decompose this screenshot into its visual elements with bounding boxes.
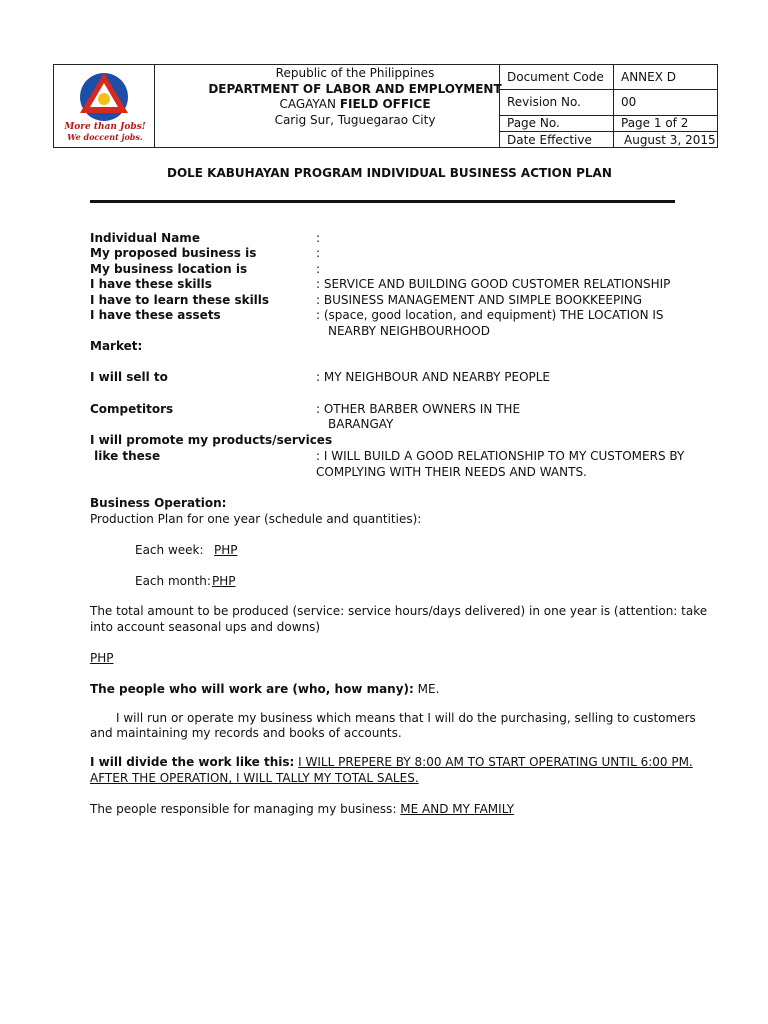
field-value-competitors-cont: BARANGAY (328, 417, 394, 431)
date-effective-label: Date Effective (507, 133, 592, 147)
people-value: ME. (413, 682, 440, 696)
total-amount-line1: The total amount to be produced (service: service hours/days delivered) in one year is (attention: take (90, 604, 708, 618)
page-no-label: Page No. (507, 116, 560, 130)
operation-heading: Business Operation: (90, 496, 227, 510)
each-week-value: PHP (214, 543, 238, 557)
field-label-promote-cont: like these (90, 449, 161, 463)
divide-label: I will divide the work like this: (90, 755, 295, 769)
header-department: DEPARTMENT OF LABOR AND EMPLOYMENT (208, 82, 502, 96)
field-value-sell-to: : MY NEIGHBOUR AND NEARBY PEOPLE (316, 370, 551, 384)
doc-code-label: Document Code (507, 70, 604, 84)
total-amount-line2: into account seasonal ups and downs) (90, 620, 321, 634)
dole-logo (60, 67, 150, 147)
page-title: DOLE KABUHAYAN PROGRAM INDIVIDUAL BUSINESS ACTION PLAN (167, 166, 612, 180)
field-label-skills: I have these skills (90, 277, 212, 291)
field-label-learn: I have to learn these skills (90, 293, 270, 307)
field-value-location: : (316, 262, 321, 276)
divide-value2: AFTER THE OPERATION, I WILL TALLY MY TOTAL SALES. (90, 771, 419, 785)
date-effective-value: August 3, 2015 (624, 133, 716, 147)
each-month-label: Each month: (135, 574, 211, 588)
field-label-name: Individual Name (90, 231, 200, 245)
people-line (90, 682, 439, 696)
logo-slogan-1: More than Jobs! (64, 122, 146, 132)
title-divider (90, 200, 675, 203)
field-value-skills: : SERVICE AND BUILDING GOOD CUSTOMER RELATIONSHIP (316, 277, 671, 291)
field-label-location: My business location is (90, 262, 248, 276)
doc-code-value: ANNEX D (621, 70, 677, 84)
run-line1: I will run or operate my business which means that I will do the purchasing, selling to customers (116, 711, 696, 725)
field-value-learn: : BUSINESS MANAGEMENT AND SIMPLE BOOKKEEPING (316, 293, 643, 307)
each-month-value: PHP (212, 574, 236, 588)
managing-value: ME AND MY FAMILY (400, 802, 515, 816)
production-plan-text: Production Plan for one year (schedule and quantities): (90, 512, 422, 526)
header-address: Carig Sur, Tuguegarao City (274, 113, 436, 127)
header-field-office (207, 97, 503, 113)
revision-label: Revision No. (507, 95, 581, 109)
divide-value1: I WILL PREPERE BY 8:00 AM TO START OPERATING UNTIL 6:00 PM. (298, 755, 693, 769)
header-field-office-bold: FIELD OFFICE (339, 97, 431, 111)
managing-label: The people responsible for managing my business: (90, 802, 401, 816)
logo-slogan-2: We doccent jobs. (67, 132, 143, 142)
field-label-business: My proposed business is (90, 246, 257, 260)
field-value-promote: : I WILL BUILD A GOOD RELATIONSHIP TO MY CUSTOMERS BY (316, 449, 685, 463)
each-week-label: Each week: (135, 543, 204, 557)
field-value-name: : (316, 231, 321, 245)
managing-line (90, 802, 514, 816)
field-value-promote-cont: COMPLYING WITH THEIR NEEDS AND WANTS. (316, 465, 587, 479)
revision-value: 00 (621, 95, 637, 109)
field-label-assets: I have these assets (90, 308, 221, 322)
total-amount-value: PHP (90, 651, 114, 665)
field-value-assets: : (space, good location, and equipment) THE LOCATION IS (316, 308, 664, 322)
run-line2: and maintaining my records and books of accounts. (90, 726, 402, 740)
field-label-promote: I will promote my products/services (90, 433, 333, 447)
divide-line (90, 755, 693, 769)
people-label: The people who will work are (who, how many): (90, 682, 414, 696)
page-no-value: Page 1 of 2 (621, 116, 689, 130)
field-value-business: : (316, 246, 321, 260)
header-field-office-prefix: CAGAYAN (279, 97, 340, 111)
document-header (53, 64, 718, 148)
field-value-competitors: : OTHER BARBER OWNERS IN THE (316, 402, 521, 416)
field-value-assets-cont: NEARBY NEIGHBOURHOOD (328, 324, 490, 338)
field-label-competitors: Competitors (90, 402, 174, 416)
field-label-sell-to: I will sell to (90, 370, 168, 384)
field-label-market: Market: (90, 339, 143, 353)
header-republic: Republic of the Philippines (275, 66, 435, 80)
